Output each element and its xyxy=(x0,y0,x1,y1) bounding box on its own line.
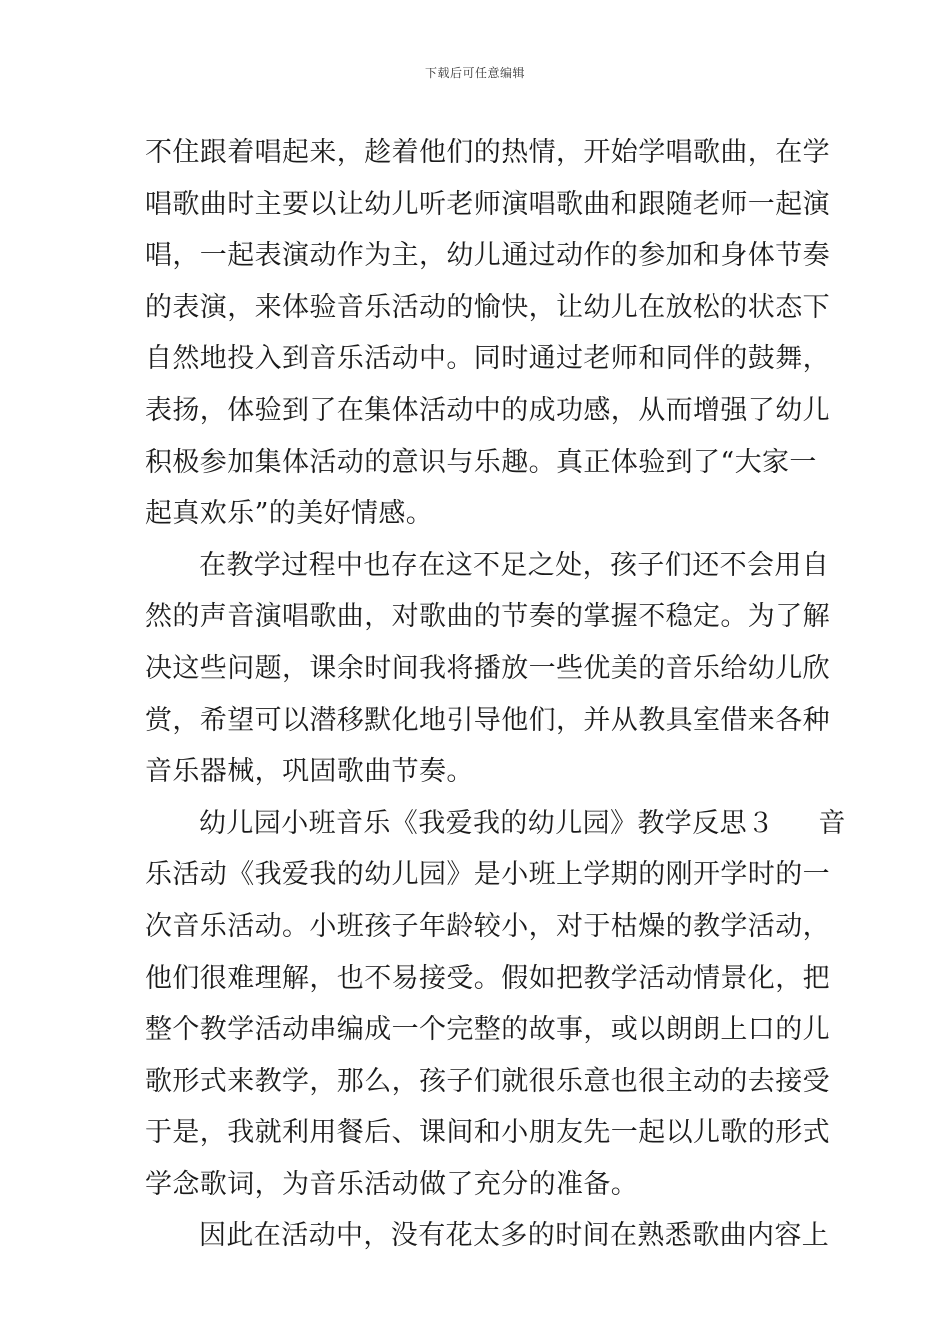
document-body xyxy=(145,127,846,1262)
text-line: 于是，我就利用餐后、课间和小朋友先一起以儿歌的形式 xyxy=(145,1117,830,1149)
page-header: 下载后可任意编辑 xyxy=(424,66,525,80)
paragraph xyxy=(145,1210,830,1262)
text-line: 表扬，体验到了在集体活动中的成功感，从而增强了幼儿 xyxy=(145,394,830,426)
text-line: 学念歌词，为音乐活动做了充分的准备。 xyxy=(145,1168,639,1200)
text-line: 他们很难理解，也不易接受。假如把教学活动情景化，把 xyxy=(145,962,830,994)
text-line: 次音乐活动。小班孩子年龄较小，对于枯燥的教学活动， xyxy=(145,910,830,942)
text-line: 因此在活动中，没有花太多的时间在熟悉歌曲内容上 xyxy=(199,1220,830,1252)
text-line: 在教学过程中也存在这不足之处，孩子们还不会用自 xyxy=(199,549,830,581)
text-line: 歌形式来教学，那么，孩子们就很乐意也很主动的去接受 xyxy=(145,1065,830,1097)
text-line: 不住跟着唱起来，趁着他们的热情，开始学唱歌曲，在学 xyxy=(145,137,830,168)
text-line: 整个教学活动串编成一个完整的故事，或以朗朗上口的儿 xyxy=(145,1014,830,1046)
text-line: 自然地投入到音乐活动中。同时通过老师和同伴的鼓舞， xyxy=(145,343,830,375)
text-line: 的表演，来体验音乐活动的愉快，让幼儿在放松的状态下 xyxy=(145,291,830,323)
section-title-line xyxy=(145,798,846,850)
text-line: 起真欢乐”的美好情感。 xyxy=(145,498,434,530)
paragraph xyxy=(145,127,830,540)
text-line: 乐活动《我爱我的幼儿园》是小班上学期的刚开学时的一 xyxy=(145,859,830,891)
text-line: 唱歌曲时主要以让幼儿听老师演唱歌曲和跟随老师一起演 xyxy=(145,188,830,220)
text-line: 积极参加集体活动的意识与乐趣。真正体验到了“大家一 xyxy=(145,446,817,478)
text-line: 决这些问题，课余时间我将播放一些优美的音乐给幼儿欣 xyxy=(145,652,830,684)
paragraph xyxy=(145,540,830,798)
text-line: 赏，希望可以潜移默化地引导他们，并从教具室借来各种 xyxy=(145,704,830,736)
section-title-tail: 音 xyxy=(818,807,846,839)
text-line: 音乐器械，巩固歌曲节奏。 xyxy=(145,756,474,788)
text-line: 然的声音演唱歌曲，对歌曲的节奏的掌握不稳定。为了解 xyxy=(145,601,830,633)
text-line: 唱，一起表演动作为主，幼儿通过动作的参加和身体节奏 xyxy=(145,240,830,272)
section-title: 幼儿园小班音乐《我爱我的幼儿园》教学反思３ xyxy=(199,807,775,839)
paragraph xyxy=(145,798,846,1211)
